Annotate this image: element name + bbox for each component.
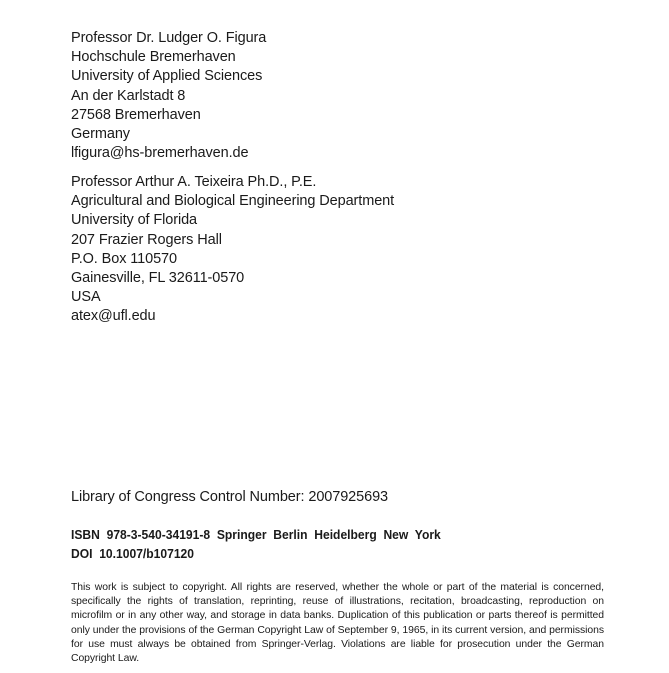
copyright-notice: This work is subject to copyright. All rights are reserved, whether the whole or part of the material is concerned, specifically the rights of translation, reprinting, reuse of illustrations, recitation, broadcasting, reproduction on microfilm or in any other way, and storage in data banks. Duplication of this publication or parts thereof is permitted only under the provisions of the German Copyright Law of September 9, 1965, in its current version, and permissions for use must always be obtained from Springer-Verlag. Violations are liable for prosecution under the German Copyright Law.: [71, 582, 604, 665]
doi-line: DOI 10.1007/b107120: [71, 545, 195, 561]
author-name: Professor Dr. Ludger O. Figura: [71, 30, 267, 46]
author-department: Agricultural and Biological Engineering Department: [71, 193, 395, 210]
library-of-congress-number: Library of Congress Control Number: 2007925693: [71, 489, 388, 505]
author-address-figura: [71, 29, 266, 163]
publication-identifiers: [71, 526, 441, 563]
author-po-box: P.O. Box 110570: [71, 250, 177, 267]
author-city: Gainesville, FL 32611-0570: [71, 270, 245, 287]
author-institution: University of Florida: [71, 212, 198, 229]
author-country: Germany: [71, 126, 130, 143]
author-institution-subtitle: University of Applied Sciences: [71, 68, 263, 85]
author-street: An der Karlstadt 8: [71, 87, 186, 104]
isbn-line: ISBN 978-3-540-34191-8 Springer Berlin Heidelberg New York: [71, 527, 441, 542]
author-institution: Hochschule Bremerhaven: [71, 49, 236, 66]
author-city: 27568 Bremerhaven: [71, 106, 201, 123]
author-name: Professor Arthur A. Teixeira Ph.D., P.E.: [71, 174, 317, 190]
author-address-teixeira: [71, 173, 394, 327]
author-building: 207 Frazier Rogers Hall: [71, 231, 222, 248]
author-email: lfigura@hs-bremerhaven.de: [71, 145, 249, 162]
author-country: USA: [71, 289, 101, 306]
author-email: atex@ufl.edu: [71, 308, 156, 325]
